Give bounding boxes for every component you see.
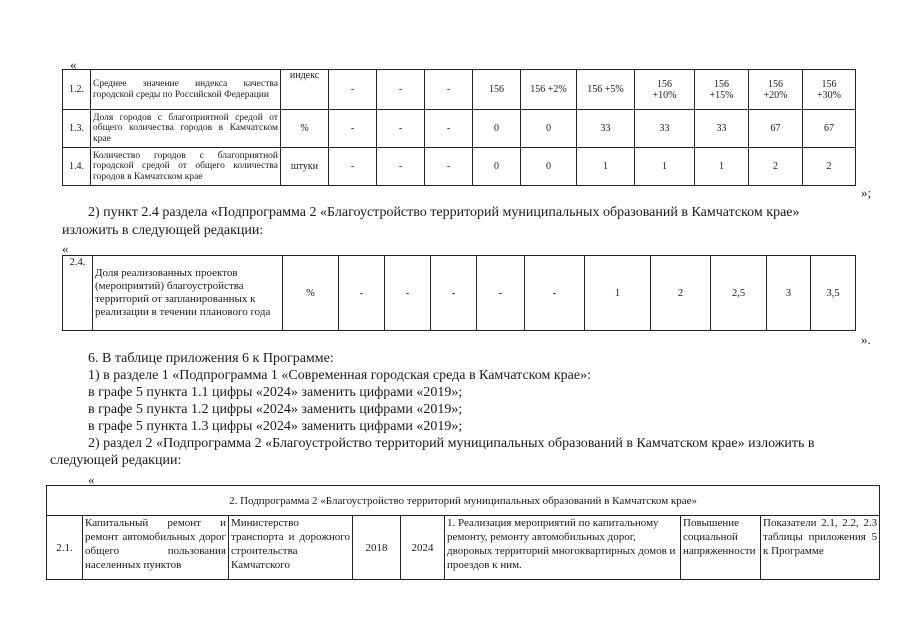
indicator-name: Среднее значение индекса качества городской среды по Российской Федерации: [91, 70, 281, 110]
value: -: [377, 70, 425, 110]
measure-name: Капитальный ремонт и ремонт автомобильных дорог общего пользования населенных пунктов: [83, 516, 229, 580]
indicator-name: Доля городов с благоприятной средой от общего количества городов в Камчатском крае: [91, 110, 281, 148]
end-year: 2024: [401, 516, 445, 580]
start-year: 2018: [353, 516, 401, 580]
value: -: [329, 110, 377, 148]
value: 33: [695, 110, 749, 148]
subprogram-header: 2. Подпрограмма 2 «Благоустройство территорий муниципальных образований в Камчатском крае»: [47, 486, 880, 516]
indicators-table-1: [62, 69, 856, 186]
value: -: [425, 70, 473, 110]
value: 2: [749, 148, 803, 186]
paragraph-6-2-cont: следующей редакции:: [50, 453, 182, 468]
value: 3: [767, 256, 811, 331]
expected-result: 1. Реализация мероприятий по капитальному ремонту, ремонту автомобильных дорог, дворовых территорий многоквартирных домов и проездов к ним.: [445, 516, 681, 580]
value: -: [425, 148, 473, 186]
value: 0: [521, 148, 577, 186]
table-row: [63, 148, 856, 186]
row-number: 1.4.: [63, 148, 91, 186]
value: -: [525, 256, 585, 331]
value: 33: [635, 110, 695, 148]
value: 156 +20%: [749, 70, 803, 110]
value: 3,5: [811, 256, 856, 331]
value: 156 +15%: [695, 70, 749, 110]
value: -: [385, 256, 431, 331]
row-number: 2.1.: [47, 516, 83, 580]
unit: индекс: [281, 70, 329, 110]
unit: %: [283, 256, 339, 331]
value: 0: [473, 110, 521, 148]
value: 0: [521, 110, 577, 148]
open-quote-2: «: [62, 241, 69, 256]
row-number: 1.2.: [63, 70, 91, 110]
unit: %: [281, 110, 329, 148]
indicators-link: Показатели 2.1, 2.2, 2.3 таблицы приложения 5 к Программе: [761, 516, 880, 580]
value: -: [377, 148, 425, 186]
value: 156 +10%: [635, 70, 695, 110]
value: 156: [473, 70, 521, 110]
indicators-table-2: [62, 255, 856, 331]
executor: Министерство транспорта и дорожного строительства Камчатского: [229, 516, 353, 580]
paragraph-2-4-cont: изложить в следующей редакции:: [62, 223, 264, 238]
value: 2: [803, 148, 856, 186]
open-quote-1: «: [70, 57, 77, 72]
value: -: [477, 256, 525, 331]
paragraph-6-1-a: в графе 5 пункта 1.1 цифры «2024» заменить цифрами «2019»;: [88, 385, 463, 400]
unit: штуки: [281, 148, 329, 186]
value: 67: [803, 110, 856, 148]
paragraph-6-1: 1) в разделе 1 «Подпрограмма 1 «Современная городская среда в Камчатском крае»:: [88, 368, 591, 383]
table-row: [47, 486, 880, 516]
value: -: [329, 148, 377, 186]
value: 67: [749, 110, 803, 148]
indicator-name: Доля реализованных проектов (мероприятий) благоустройства территорий от запланированных к реализации в течении планового года: [93, 256, 283, 331]
close-quote-1: »;: [861, 185, 872, 200]
paragraph-6-1-b: в графе 5 пункта 1.2 цифры «2024» заменить цифрами «2019»;: [88, 402, 463, 417]
value: 0: [473, 148, 521, 186]
value: 33: [577, 110, 635, 148]
paragraph-2-4: 2) пункт 2.4 раздела «Подпрограмма 2 «Благоустройство территорий муниципальных образований в Камчатском крае»: [88, 205, 800, 220]
value: -: [431, 256, 477, 331]
table-row: [63, 110, 856, 148]
paragraph-6: 6. В таблице приложения 6 к Программе:: [88, 351, 334, 366]
paragraph-6-1-c: в графе 5 пункта 1.3 цифры «2024» заменить цифрами «2019»;: [88, 419, 463, 434]
value: 156 +2%: [521, 70, 577, 110]
close-quote-2: ».: [861, 332, 871, 347]
value: 156 +5%: [577, 70, 635, 110]
value: -: [425, 110, 473, 148]
value: 1: [635, 148, 695, 186]
table-row: [63, 256, 856, 331]
value: -: [329, 70, 377, 110]
indicator-name: Количество городов с благоприятной городской средой от общего количества городов в Камчатском крае: [91, 148, 281, 186]
value: -: [377, 110, 425, 148]
value: 2: [651, 256, 711, 331]
program-table: [46, 485, 880, 580]
value: 2,5: [711, 256, 767, 331]
table-row: [47, 516, 880, 580]
paragraph-6-2: 2) раздел 2 «Подпрограмма 2 «Благоустройство территорий муниципальных образований в Камчатском крае» изложить в: [88, 436, 815, 451]
consequences: Повышение социальной напряженности: [681, 516, 761, 580]
table-row: [63, 70, 856, 110]
row-number: 2.4.: [63, 256, 93, 331]
value: 156 +30%: [803, 70, 856, 110]
value: -: [339, 256, 385, 331]
open-quote-3: «: [88, 472, 95, 487]
value: 1: [577, 148, 635, 186]
value: 1: [585, 256, 651, 331]
row-number: 1.3.: [63, 110, 91, 148]
value: 1: [695, 148, 749, 186]
